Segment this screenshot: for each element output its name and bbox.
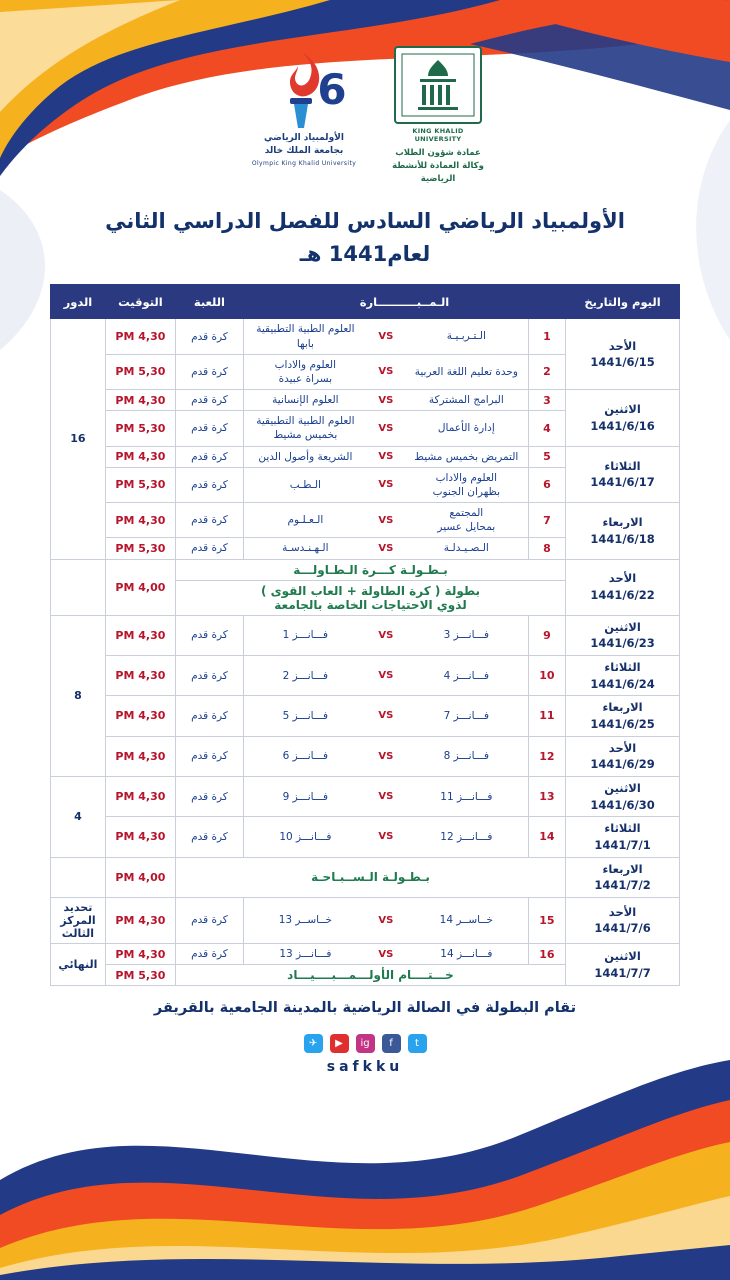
game-cell: كرة قدم bbox=[175, 411, 243, 446]
team-a: فـــانـــز 10 bbox=[279, 830, 332, 843]
team-b: البرامج المشتركة bbox=[428, 394, 504, 407]
table-row bbox=[51, 696, 680, 736]
day-date-cell: الأحد 1441/7/6 bbox=[566, 897, 680, 943]
match-cell bbox=[243, 467, 528, 502]
match-cell bbox=[243, 503, 528, 538]
game-cell: كرة قدم bbox=[175, 467, 243, 502]
match-number: 15 bbox=[528, 897, 565, 943]
team-a: الشريعة وأصول الدين bbox=[258, 450, 353, 463]
header bbox=[0, 0, 730, 185]
vs-label: VS bbox=[378, 422, 394, 434]
table-row bbox=[51, 503, 680, 538]
table-row bbox=[51, 559, 680, 580]
vs-label: VS bbox=[378, 670, 394, 682]
match-number: 3 bbox=[528, 390, 565, 411]
match-cell bbox=[243, 776, 528, 816]
vs-label: VS bbox=[378, 514, 394, 526]
team-b: فـــانـــز 14 bbox=[440, 947, 493, 960]
day-date-cell: الاثنين 1441/6/16 bbox=[566, 390, 680, 447]
team-b: فـــانـــز 11 bbox=[440, 790, 493, 803]
match-cell bbox=[243, 354, 528, 389]
team-a: الـعـلـوم bbox=[287, 514, 324, 527]
round-cell: 8 bbox=[51, 615, 106, 776]
team-b: الـتـربـيـة bbox=[446, 330, 486, 343]
day-date-cell: الأحد 1441/6/15 bbox=[566, 319, 680, 390]
time-cell: 4,30 PM bbox=[105, 319, 175, 354]
time-cell: 4,30 PM bbox=[105, 736, 175, 776]
page-title bbox=[0, 205, 730, 270]
vs-label: VS bbox=[378, 629, 394, 641]
day-date-cell: الاثنين 1441/7/7 bbox=[566, 943, 680, 985]
team-a: الـهـنـدسـة bbox=[282, 542, 329, 555]
match-number: 16 bbox=[528, 943, 565, 964]
table-row bbox=[51, 817, 680, 857]
swimming-title: بـطـولـة الـســبـاحـة bbox=[175, 857, 565, 897]
team-b: إدارة الأعمال bbox=[437, 422, 495, 435]
time-cell: 4,00 PM bbox=[105, 559, 175, 615]
facebook-icon[interactable]: f bbox=[382, 1034, 401, 1053]
vs-label: VS bbox=[378, 948, 394, 960]
olympic-logo bbox=[244, 46, 364, 167]
social-handle: safkku bbox=[326, 1059, 404, 1076]
team-b: فـــانـــز 8 bbox=[443, 750, 490, 763]
match-number: 11 bbox=[528, 696, 565, 736]
team-b: العلوم والاداب بظهران الجنوب bbox=[432, 471, 501, 498]
time-cell: 4,30 PM bbox=[105, 817, 175, 857]
match-number: 5 bbox=[528, 446, 565, 467]
game-cell: كرة قدم bbox=[175, 354, 243, 389]
match-number: 10 bbox=[528, 655, 565, 695]
match-number: 14 bbox=[528, 817, 565, 857]
team-a: فـــانـــز 6 bbox=[282, 750, 329, 763]
match-cell bbox=[243, 411, 528, 446]
team-a: فـــانـــز 13 bbox=[279, 947, 332, 960]
time-cell: 4,30 PM bbox=[105, 943, 175, 964]
day-date-cell: الاثنين 1441/6/30 bbox=[566, 776, 680, 816]
game-cell: كرة قدم bbox=[175, 319, 243, 354]
col-game: اللعبة bbox=[175, 285, 243, 319]
day-date-cell: الاربعاء 1441/6/25 bbox=[566, 696, 680, 736]
vs-label: VS bbox=[378, 479, 394, 491]
match-cell bbox=[243, 736, 528, 776]
match-cell bbox=[243, 897, 528, 943]
page-title-line1: الأولمبياد الرياضي السادس للفصل الدراسي الثاني bbox=[105, 209, 625, 234]
time-cell: 4,30 PM bbox=[105, 897, 175, 943]
vs-label: VS bbox=[378, 750, 394, 762]
vs-label: VS bbox=[378, 331, 394, 343]
team-b: الـصـيـدلـة bbox=[443, 542, 489, 555]
game-cell: كرة قدم bbox=[175, 655, 243, 695]
schedule-table-wrapper bbox=[50, 284, 680, 986]
team-a: فـــانـــز 9 bbox=[282, 790, 329, 803]
team-b: فـــانـــز 7 bbox=[443, 709, 490, 722]
col-round: الدور bbox=[51, 285, 106, 319]
time-cell: 4,30 PM bbox=[105, 390, 175, 411]
time-cell: 4,30 PM bbox=[105, 776, 175, 816]
team-b: خــاســر 14 bbox=[439, 914, 493, 927]
round-cell: تحديد المركز الثالث bbox=[51, 897, 106, 943]
deanship-line1: عمادة شؤون الطلاب bbox=[395, 148, 481, 158]
venue-note: تقام البطولة في الصالة الرياضية بالمدينة الجامعية بالقريقر bbox=[153, 1000, 577, 1017]
table-row bbox=[51, 655, 680, 695]
vs-label: VS bbox=[378, 542, 394, 554]
game-cell: كرة قدم bbox=[175, 943, 243, 964]
deanship-line2: وكالة العمادة للأنشطة الرياضية bbox=[392, 160, 484, 184]
game-cell: كرة قدم bbox=[175, 736, 243, 776]
col-time: التوقيت bbox=[105, 285, 175, 319]
match-cell bbox=[243, 817, 528, 857]
closing-title: خـــتــــام الأولـــمـــبــــيـــاد bbox=[175, 965, 565, 986]
match-cell bbox=[243, 538, 528, 559]
table-row bbox=[51, 390, 680, 411]
team-a: فـــانـــز 2 bbox=[282, 669, 329, 682]
match-cell bbox=[243, 943, 528, 964]
vs-label: VS bbox=[378, 710, 394, 722]
game-cell: كرة قدم bbox=[175, 897, 243, 943]
time-cell: 5,30 PM bbox=[105, 965, 175, 986]
telegram-icon[interactable]: ✈ bbox=[304, 1034, 323, 1053]
match-cell bbox=[243, 696, 528, 736]
match-cell bbox=[243, 446, 528, 467]
olympic-logo-line1: الأولمبياد الرياضي bbox=[264, 133, 344, 143]
torch-icon bbox=[244, 46, 364, 132]
special-needs-title: بطولة ( كرة الطاولة + العاب القوى ) لذوي الاحتياجات الخاصة بالجامعة bbox=[175, 580, 565, 615]
table-row bbox=[51, 446, 680, 467]
day-date-cell: الثلاثاء 1441/6/24 bbox=[566, 655, 680, 695]
game-cell: كرة قدم bbox=[175, 696, 243, 736]
day-date-cell: الأحد 1441/6/22 bbox=[566, 559, 680, 615]
team-a: فـــانـــز 5 bbox=[282, 709, 329, 722]
olympic-logo-line2: بجامعة الملك خالد bbox=[264, 146, 344, 157]
round-cell bbox=[51, 857, 106, 897]
team-a: الـطـب bbox=[289, 478, 321, 491]
vs-label: VS bbox=[378, 451, 394, 463]
game-cell: كرة قدم bbox=[175, 615, 243, 655]
team-b: فـــانـــز 4 bbox=[443, 669, 490, 682]
university-name-en: KING KHALID UNIVERSITY bbox=[412, 127, 464, 143]
time-cell: 4,30 PM bbox=[105, 655, 175, 695]
game-cell: كرة قدم bbox=[175, 503, 243, 538]
time-cell: 4,00 PM bbox=[105, 857, 175, 897]
match-number: 8 bbox=[528, 538, 565, 559]
round-cell: 4 bbox=[51, 776, 106, 857]
day-date-cell: الثلاثاء 1441/7/1 bbox=[566, 817, 680, 857]
youtube-icon[interactable]: ▶ bbox=[330, 1034, 349, 1053]
team-b: فـــانـــز 12 bbox=[440, 830, 493, 843]
table-row bbox=[51, 897, 680, 943]
olympic-logo-line3: Olympic King Khalid University bbox=[251, 160, 357, 168]
match-number: 13 bbox=[528, 776, 565, 816]
time-cell: 4,30 PM bbox=[105, 615, 175, 655]
team-b: التمريض بخميس مشيط bbox=[414, 450, 519, 463]
vs-label: VS bbox=[378, 914, 394, 926]
team-a: خــاســر 13 bbox=[278, 914, 333, 927]
twitter-icon[interactable]: t bbox=[408, 1034, 427, 1053]
time-cell: 4,30 PM bbox=[105, 503, 175, 538]
match-cell bbox=[243, 319, 528, 354]
match-number: 7 bbox=[528, 503, 565, 538]
day-date-cell: الاربعاء 1441/7/2 bbox=[566, 857, 680, 897]
vs-label: VS bbox=[378, 394, 394, 406]
round-cell: 16 bbox=[51, 319, 106, 559]
vs-label: VS bbox=[378, 366, 394, 378]
table-header-row bbox=[51, 285, 680, 319]
schedule-table bbox=[50, 284, 680, 986]
day-date-cell: الاثنين 1441/6/23 bbox=[566, 615, 680, 655]
round-cell: النهائي bbox=[51, 943, 106, 985]
day-date-cell: الاربعاء 1441/6/18 bbox=[566, 503, 680, 560]
round-cell bbox=[51, 559, 106, 615]
match-number: 4 bbox=[528, 411, 565, 446]
col-day-date: اليوم والتاريخ bbox=[566, 285, 680, 319]
vs-label: VS bbox=[378, 831, 394, 843]
time-cell: 4,30 PM bbox=[105, 696, 175, 736]
team-a: العلوم الطبية التطبيقية بابها bbox=[256, 323, 355, 350]
match-cell bbox=[243, 615, 528, 655]
schedule-table-body bbox=[51, 319, 680, 986]
game-cell: كرة قدم bbox=[175, 817, 243, 857]
page-title-line2: لعام1441 هـ bbox=[299, 241, 431, 266]
team-a: العلوم والاداب بسراة عبيدة bbox=[274, 358, 337, 385]
day-date-cell: الثلاثاء 1441/6/17 bbox=[566, 446, 680, 503]
day-date-cell: الأحد 1441/6/29 bbox=[566, 736, 680, 776]
time-cell: 5,30 PM bbox=[105, 467, 175, 502]
match-number: 9 bbox=[528, 615, 565, 655]
table-row bbox=[51, 857, 680, 897]
match-number: 6 bbox=[528, 467, 565, 502]
table-row bbox=[51, 943, 680, 964]
team-b: فـــانـــز 3 bbox=[443, 629, 490, 642]
match-number: 1 bbox=[528, 319, 565, 354]
table-row bbox=[51, 776, 680, 816]
col-match: الـمــبــــــــــارة bbox=[243, 285, 565, 319]
svg-text:6: 6 bbox=[317, 65, 347, 114]
match-number: 12 bbox=[528, 736, 565, 776]
instagram-icon[interactable]: ig bbox=[356, 1034, 375, 1053]
university-seal-icon bbox=[394, 46, 482, 124]
team-a: العلوم الطبية التطبيقية بخميس مشيط bbox=[256, 415, 355, 442]
team-a: فـــانـــز 1 bbox=[282, 629, 329, 642]
game-cell: كرة قدم bbox=[175, 776, 243, 816]
table-tennis-title: بـطـولـة كـــرة الـطـاولـــة bbox=[175, 559, 565, 580]
time-cell: 4,30 PM bbox=[105, 446, 175, 467]
table-row bbox=[51, 736, 680, 776]
game-cell: كرة قدم bbox=[175, 538, 243, 559]
social-links bbox=[0, 1034, 730, 1053]
team-b: وحدة تعليم اللغة العربية bbox=[414, 365, 518, 378]
game-cell: كرة قدم bbox=[175, 390, 243, 411]
time-cell: 5,30 PM bbox=[105, 538, 175, 559]
university-logo bbox=[390, 46, 486, 185]
match-number: 2 bbox=[528, 354, 565, 389]
match-cell bbox=[243, 655, 528, 695]
match-cell bbox=[243, 390, 528, 411]
table-row bbox=[51, 615, 680, 655]
team-b: المجتمع بمحايل عسير bbox=[437, 507, 496, 534]
time-cell: 5,30 PM bbox=[105, 354, 175, 389]
team-a: العلوم الإنسانية bbox=[272, 394, 339, 407]
time-cell: 5,30 PM bbox=[105, 411, 175, 446]
table-row bbox=[51, 319, 680, 354]
vs-label: VS bbox=[378, 791, 394, 803]
game-cell: كرة قدم bbox=[175, 446, 243, 467]
